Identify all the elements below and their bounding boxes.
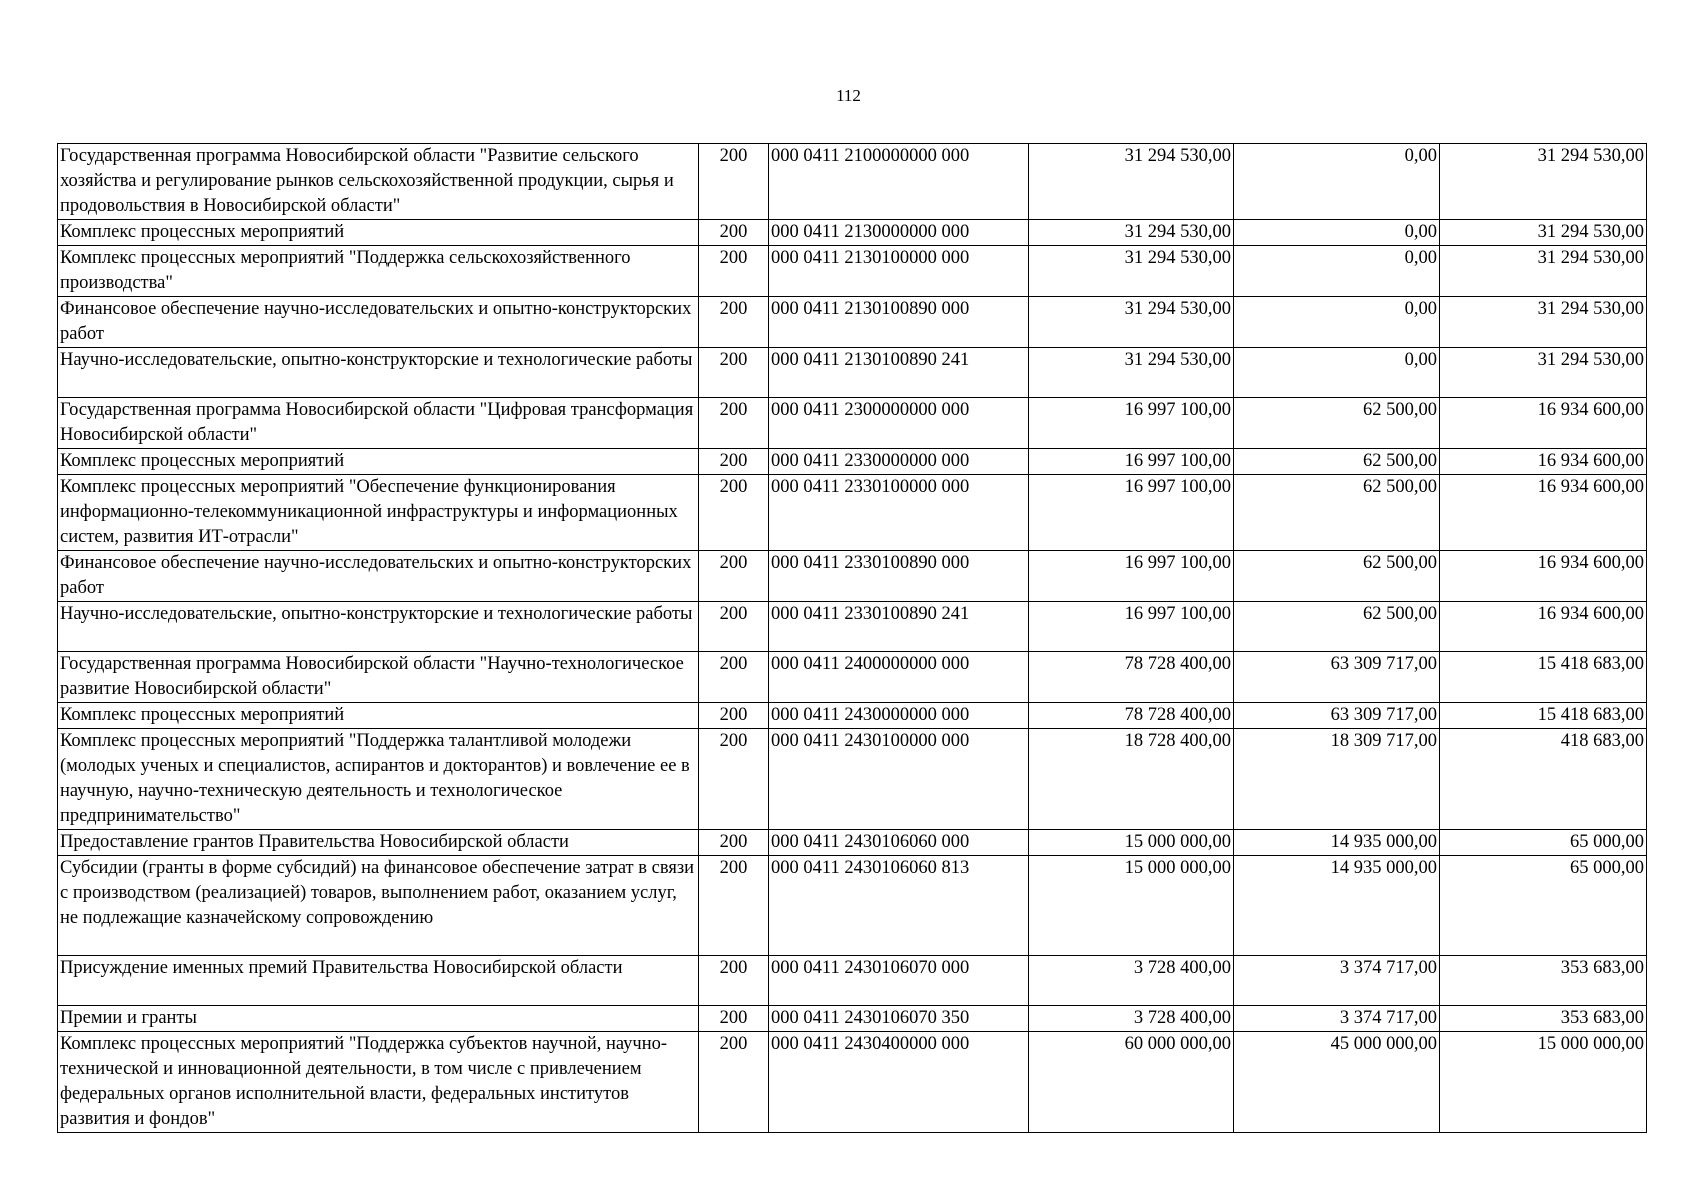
admin-code-cell: 200 bbox=[699, 220, 769, 246]
item-name-cell: Государственная программа Новосибирской области "Цифровая трансформация Новосибирской области" bbox=[58, 398, 699, 449]
remaining-amount-cell: 65 000,00 bbox=[1440, 830, 1647, 856]
planned-amount-cell: 18 728 400,00 bbox=[1029, 729, 1234, 830]
table-row bbox=[58, 1006, 1647, 1032]
executed-amount-cell: 14 935 000,00 bbox=[1234, 830, 1440, 856]
table-row bbox=[58, 652, 1647, 703]
admin-code-cell: 200 bbox=[699, 449, 769, 475]
table-row bbox=[58, 297, 1647, 348]
table-row bbox=[58, 144, 1647, 220]
budget-classification-code-cell: 000 0411 2430000000 000 bbox=[769, 703, 1029, 729]
remaining-amount-cell: 15 418 683,00 bbox=[1440, 652, 1647, 703]
remaining-amount-cell: 31 294 530,00 bbox=[1440, 297, 1647, 348]
planned-amount-cell: 16 997 100,00 bbox=[1029, 449, 1234, 475]
budget-classification-code-cell: 000 0411 2130000000 000 bbox=[769, 220, 1029, 246]
table-row bbox=[58, 956, 1647, 1006]
remaining-amount-cell: 31 294 530,00 bbox=[1440, 220, 1647, 246]
executed-amount-cell: 0,00 bbox=[1234, 220, 1440, 246]
budget-classification-code-cell: 000 0411 2330100000 000 bbox=[769, 475, 1029, 551]
item-name-cell: Комплекс процессных мероприятий bbox=[58, 449, 699, 475]
admin-code-cell: 200 bbox=[699, 297, 769, 348]
item-name-cell: Присуждение именных премий Правительства Новосибирской области bbox=[58, 956, 699, 1006]
table-row bbox=[58, 830, 1647, 856]
table-row bbox=[58, 729, 1647, 830]
admin-code-cell: 200 bbox=[699, 246, 769, 297]
table-row bbox=[58, 475, 1647, 551]
executed-amount-cell: 62 500,00 bbox=[1234, 551, 1440, 602]
admin-code-cell: 200 bbox=[699, 398, 769, 449]
item-name-cell: Финансовое обеспечение научно-исследовательских и опытно-конструкторских работ bbox=[58, 551, 699, 602]
executed-amount-cell: 63 309 717,00 bbox=[1234, 703, 1440, 729]
remaining-amount-cell: 16 934 600,00 bbox=[1440, 551, 1647, 602]
planned-amount-cell: 31 294 530,00 bbox=[1029, 348, 1234, 398]
item-name-cell: Премии и гранты bbox=[58, 1006, 699, 1032]
admin-code-cell: 200 bbox=[699, 144, 769, 220]
admin-code-cell: 200 bbox=[699, 856, 769, 956]
remaining-amount-cell: 15 000 000,00 bbox=[1440, 1032, 1647, 1133]
table-row bbox=[58, 602, 1647, 652]
table-row bbox=[58, 856, 1647, 956]
budget-classification-code-cell: 000 0411 2430106070 000 bbox=[769, 956, 1029, 1006]
planned-amount-cell: 16 997 100,00 bbox=[1029, 551, 1234, 602]
admin-code-cell: 200 bbox=[699, 652, 769, 703]
planned-amount-cell: 16 997 100,00 bbox=[1029, 398, 1234, 449]
executed-amount-cell: 18 309 717,00 bbox=[1234, 729, 1440, 830]
table-row bbox=[58, 703, 1647, 729]
executed-amount-cell: 3 374 717,00 bbox=[1234, 956, 1440, 1006]
planned-amount-cell: 31 294 530,00 bbox=[1029, 297, 1234, 348]
executed-amount-cell: 45 000 000,00 bbox=[1234, 1032, 1440, 1133]
planned-amount-cell: 15 000 000,00 bbox=[1029, 830, 1234, 856]
planned-amount-cell: 78 728 400,00 bbox=[1029, 652, 1234, 703]
remaining-amount-cell: 16 934 600,00 bbox=[1440, 398, 1647, 449]
admin-code-cell: 200 bbox=[699, 475, 769, 551]
admin-code-cell: 200 bbox=[699, 1006, 769, 1032]
remaining-amount-cell: 31 294 530,00 bbox=[1440, 144, 1647, 220]
table-row bbox=[58, 220, 1647, 246]
table-row bbox=[58, 551, 1647, 602]
executed-amount-cell: 62 500,00 bbox=[1234, 398, 1440, 449]
table-row bbox=[58, 348, 1647, 398]
budget-table bbox=[57, 143, 1647, 1133]
planned-amount-cell: 60 000 000,00 bbox=[1029, 1032, 1234, 1133]
executed-amount-cell: 62 500,00 bbox=[1234, 475, 1440, 551]
admin-code-cell: 200 bbox=[699, 830, 769, 856]
budget-classification-code-cell: 000 0411 2430106060 813 bbox=[769, 856, 1029, 956]
item-name-cell: Научно-исследовательские, опытно-конструкторские и технологические работы bbox=[58, 348, 699, 398]
remaining-amount-cell: 16 934 600,00 bbox=[1440, 602, 1647, 652]
budget-classification-code-cell: 000 0411 2300000000 000 bbox=[769, 398, 1029, 449]
budget-classification-code-cell: 000 0411 2130100890 000 bbox=[769, 297, 1029, 348]
budget-classification-code-cell: 000 0411 2430400000 000 bbox=[769, 1032, 1029, 1133]
planned-amount-cell: 31 294 530,00 bbox=[1029, 246, 1234, 297]
budget-classification-code-cell: 000 0411 2130100000 000 bbox=[769, 246, 1029, 297]
executed-amount-cell: 0,00 bbox=[1234, 144, 1440, 220]
executed-amount-cell: 62 500,00 bbox=[1234, 449, 1440, 475]
planned-amount-cell: 78 728 400,00 bbox=[1029, 703, 1234, 729]
table-row bbox=[58, 246, 1647, 297]
admin-code-cell: 200 bbox=[699, 602, 769, 652]
item-name-cell: Комплекс процессных мероприятий "Поддержка сельскохозяйственного производства" bbox=[58, 246, 699, 297]
item-name-cell: Финансовое обеспечение научно-исследовательских и опытно-конструкторских работ bbox=[58, 297, 699, 348]
admin-code-cell: 200 bbox=[699, 956, 769, 1006]
item-name-cell: Комплекс процессных мероприятий bbox=[58, 220, 699, 246]
executed-amount-cell: 0,00 bbox=[1234, 246, 1440, 297]
table-row bbox=[58, 398, 1647, 449]
budget-classification-code-cell: 000 0411 2430106070 350 bbox=[769, 1006, 1029, 1032]
executed-amount-cell: 3 374 717,00 bbox=[1234, 1006, 1440, 1032]
budget-classification-code-cell: 000 0411 2430106060 000 bbox=[769, 830, 1029, 856]
planned-amount-cell: 3 728 400,00 bbox=[1029, 956, 1234, 1006]
executed-amount-cell: 0,00 bbox=[1234, 348, 1440, 398]
planned-amount-cell: 31 294 530,00 bbox=[1029, 220, 1234, 246]
remaining-amount-cell: 15 418 683,00 bbox=[1440, 703, 1647, 729]
remaining-amount-cell: 16 934 600,00 bbox=[1440, 449, 1647, 475]
remaining-amount-cell: 353 683,00 bbox=[1440, 956, 1647, 1006]
budget-classification-code-cell: 000 0411 2330100890 241 bbox=[769, 602, 1029, 652]
executed-amount-cell: 62 500,00 bbox=[1234, 602, 1440, 652]
admin-code-cell: 200 bbox=[699, 703, 769, 729]
remaining-amount-cell: 16 934 600,00 bbox=[1440, 475, 1647, 551]
item-name-cell: Субсидии (гранты в форме субсидий) на финансовое обеспечение затрат в связи с производством (реализацией) товаров, выполнением работ, оказанием услуг, не подлежащие казначейскому сопровождению bbox=[58, 856, 699, 956]
budget-table-body bbox=[58, 144, 1647, 1133]
admin-code-cell: 200 bbox=[699, 1032, 769, 1133]
remaining-amount-cell: 31 294 530,00 bbox=[1440, 348, 1647, 398]
table-row bbox=[58, 1032, 1647, 1133]
budget-classification-code-cell: 000 0411 2330000000 000 bbox=[769, 449, 1029, 475]
budget-classification-code-cell: 000 0411 2400000000 000 bbox=[769, 652, 1029, 703]
planned-amount-cell: 16 997 100,00 bbox=[1029, 602, 1234, 652]
item-name-cell: Комплекс процессных мероприятий "Поддержка талантливой молодежи (молодых ученых и специалистов, аспирантов и докторантов) и вовлечение ее в научную, научно-техническую деятельность и технологическое предпринимательство" bbox=[58, 729, 699, 830]
admin-code-cell: 200 bbox=[699, 551, 769, 602]
item-name-cell: Научно-исследовательские, опытно-конструкторские и технологические работы bbox=[58, 602, 699, 652]
planned-amount-cell: 31 294 530,00 bbox=[1029, 144, 1234, 220]
budget-classification-code-cell: 000 0411 2130100890 241 bbox=[769, 348, 1029, 398]
item-name-cell: Предоставление грантов Правительства Новосибирской области bbox=[58, 830, 699, 856]
remaining-amount-cell: 418 683,00 bbox=[1440, 729, 1647, 830]
budget-classification-code-cell: 000 0411 2100000000 000 bbox=[769, 144, 1029, 220]
executed-amount-cell: 0,00 bbox=[1234, 297, 1440, 348]
table-row bbox=[58, 449, 1647, 475]
item-name-cell: Государственная программа Новосибирской области "Развитие сельского хозяйства и регулирование рынков сельскохозяйственной продукции, сырья и продовольствия в Новосибирской области" bbox=[58, 144, 699, 220]
planned-amount-cell: 16 997 100,00 bbox=[1029, 475, 1234, 551]
executed-amount-cell: 63 309 717,00 bbox=[1234, 652, 1440, 703]
budget-classification-code-cell: 000 0411 2330100890 000 bbox=[769, 551, 1029, 602]
page-number: 112 bbox=[836, 86, 861, 105]
budget-classification-code-cell: 000 0411 2430100000 000 bbox=[769, 729, 1029, 830]
item-name-cell: Комплекс процессных мероприятий "Обеспечение функционирования информационно-телекоммуникационной инфраструктуры и информационных систем, развития ИТ-отрасли" bbox=[58, 475, 699, 551]
planned-amount-cell: 3 728 400,00 bbox=[1029, 1006, 1234, 1032]
admin-code-cell: 200 bbox=[699, 729, 769, 830]
item-name-cell: Комплекс процессных мероприятий bbox=[58, 703, 699, 729]
planned-amount-cell: 15 000 000,00 bbox=[1029, 856, 1234, 956]
remaining-amount-cell: 353 683,00 bbox=[1440, 1006, 1647, 1032]
admin-code-cell: 200 bbox=[699, 348, 769, 398]
item-name-cell: Комплекс процессных мероприятий "Поддержка субъектов научной, научно-технической и инновационной деятельности, в том числе с привлечением федеральных органов исполнительной власти, федеральных институтов развития и фондов" bbox=[58, 1032, 699, 1133]
item-name-cell: Государственная программа Новосибирской области "Научно-технологическое развитие Новосибирской области" bbox=[58, 652, 699, 703]
executed-amount-cell: 14 935 000,00 bbox=[1234, 856, 1440, 956]
remaining-amount-cell: 31 294 530,00 bbox=[1440, 246, 1647, 297]
remaining-amount-cell: 65 000,00 bbox=[1440, 856, 1647, 956]
